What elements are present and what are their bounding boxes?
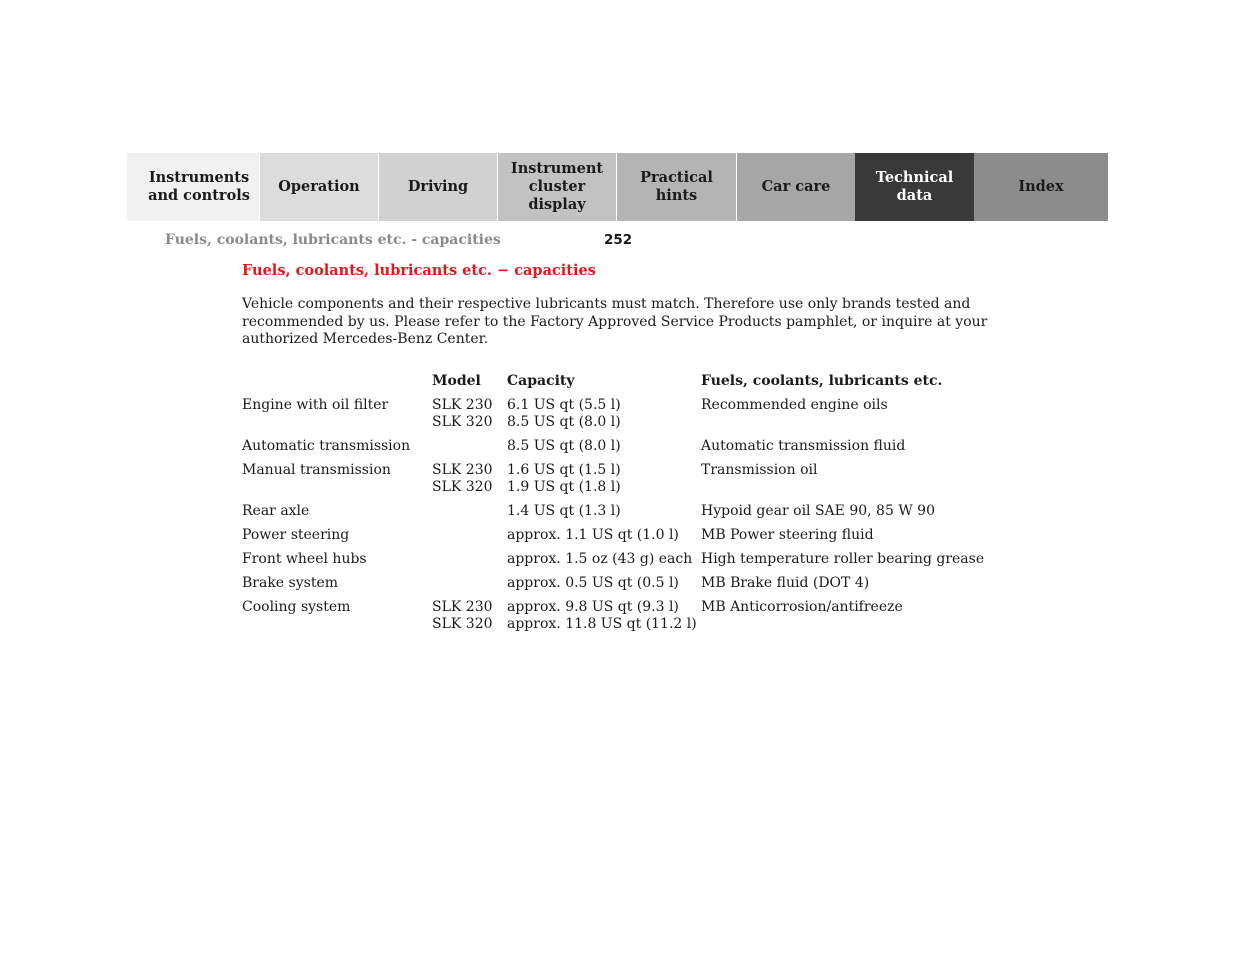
table-row: [242, 527, 1001, 551]
cell-model: [432, 527, 507, 551]
capacity-line: 8.5 US qt (8.0 l): [507, 438, 621, 454]
section-title: Fuels, coolants, lubricants etc. − capacities: [242, 262, 596, 279]
tab-label: Driving: [407, 178, 469, 195]
cell-model: [432, 438, 507, 462]
cell-capacity: [507, 575, 701, 599]
header-capacity: Capacity: [507, 373, 575, 389]
model-line: SLK 320: [432, 616, 493, 632]
tab-label: Instruments and controls: [148, 169, 250, 204]
cell-component: Manual transmission: [242, 462, 391, 478]
tab-label: Technical data: [875, 169, 954, 204]
capacity-line: 6.1 US qt (5.5 l): [507, 397, 621, 413]
cell-capacity: [507, 599, 701, 640]
table-row: [242, 575, 1001, 599]
capacity-line: 8.5 US qt (8.0 l): [507, 414, 621, 430]
tab-label: Practical hints: [640, 169, 713, 204]
cell-component: Cooling system: [242, 599, 351, 615]
cell-capacity: [507, 503, 701, 527]
table-header-row: [242, 370, 1001, 397]
header-model: Model: [432, 373, 481, 389]
cell-model: [432, 397, 507, 438]
cell-component: Front wheel hubs: [242, 551, 367, 567]
tab-instruments-and-controls[interactable]: [127, 153, 259, 221]
capacity-line: 1.6 US qt (1.5 l): [507, 462, 621, 478]
cell-capacity: [507, 397, 701, 438]
cell-fluid: Recommended engine oils: [701, 397, 888, 413]
capacity-line: 1.9 US qt (1.8 l): [507, 479, 621, 495]
capacity-line: approx. 0.5 US qt (0.5 l): [507, 575, 679, 591]
model-line: SLK 320: [432, 414, 493, 430]
chapter-tab-bar: [127, 153, 1108, 221]
cell-model: [432, 462, 507, 503]
capacity-line: approx. 1.1 US qt (1.0 l): [507, 527, 679, 543]
running-head: Fuels, coolants, lubricants etc. - capacities: [165, 232, 501, 248]
tab-label: Instrument cluster display: [510, 160, 604, 213]
header-fluid: Fuels, coolants, lubricants etc.: [701, 373, 943, 389]
table-row: [242, 599, 1001, 640]
cell-model: [432, 503, 507, 527]
cell-component: Power steering: [242, 527, 350, 543]
cell-fluid: MB Power steering fluid: [701, 527, 874, 543]
cell-model: [432, 599, 507, 640]
capacity-line: 1.4 US qt (1.3 l): [507, 503, 621, 519]
intro-paragraph: Vehicle components and their respective lubricants must match. Therefore use only brands tested and recommended by us. Please refer to the Factory Approved Service Products pamphlet, or inquire at your authorized Mercedes-Benz Center.: [242, 296, 988, 347]
capacity-line: approx. 9.8 US qt (9.3 l): [507, 599, 679, 615]
cell-fluid: Transmission oil: [701, 462, 818, 478]
cell-component: Rear axle: [242, 503, 310, 519]
tab-index[interactable]: [974, 153, 1108, 221]
tab-label: Index: [1018, 178, 1064, 195]
capacity-line: approx. 1.5 oz (43 g) each: [507, 551, 693, 567]
cell-capacity: [507, 527, 701, 551]
cell-fluid: Hypoid gear oil SAE 90, 85 W 90: [701, 503, 935, 519]
tab-instrument-cluster-display[interactable]: [497, 153, 616, 221]
table-row: [242, 397, 1001, 438]
cell-capacity: [507, 438, 701, 462]
page-number: 252: [604, 232, 633, 248]
tab-operation[interactable]: [259, 153, 378, 221]
cell-model: [432, 551, 507, 575]
table-row: [242, 462, 1001, 503]
tab-technical-data[interactable]: [855, 153, 974, 221]
cell-capacity: [507, 551, 701, 575]
tab-practical-hints[interactable]: [616, 153, 736, 221]
capacities-table: [242, 370, 1001, 640]
capacity-line: approx. 11.8 US qt (11.2 l): [507, 616, 697, 632]
table-row: [242, 438, 1001, 462]
cell-model: [432, 575, 507, 599]
cell-capacity: [507, 462, 701, 503]
cell-fluid: High temperature roller bearing grease: [701, 551, 985, 567]
header-component: [242, 370, 432, 397]
cell-fluid: MB Brake fluid (DOT 4): [701, 575, 870, 591]
cell-component: Engine with oil filter: [242, 397, 389, 413]
cell-fluid: MB Anticorrosion/antifreeze: [701, 599, 903, 615]
model-line: SLK 320: [432, 479, 493, 495]
tab-label: Operation: [278, 178, 360, 195]
cell-component: Brake system: [242, 575, 339, 591]
table-row: [242, 551, 1001, 575]
tab-label: Car care: [761, 178, 831, 195]
cell-fluid: Automatic transmission fluid: [701, 438, 906, 454]
model-line: SLK 230: [432, 599, 493, 615]
tab-car-care[interactable]: [736, 153, 855, 221]
model-line: SLK 230: [432, 397, 493, 413]
cell-component: Automatic transmission: [242, 438, 411, 454]
tab-driving[interactable]: [378, 153, 497, 221]
model-line: SLK 230: [432, 462, 493, 478]
table-row: [242, 503, 1001, 527]
